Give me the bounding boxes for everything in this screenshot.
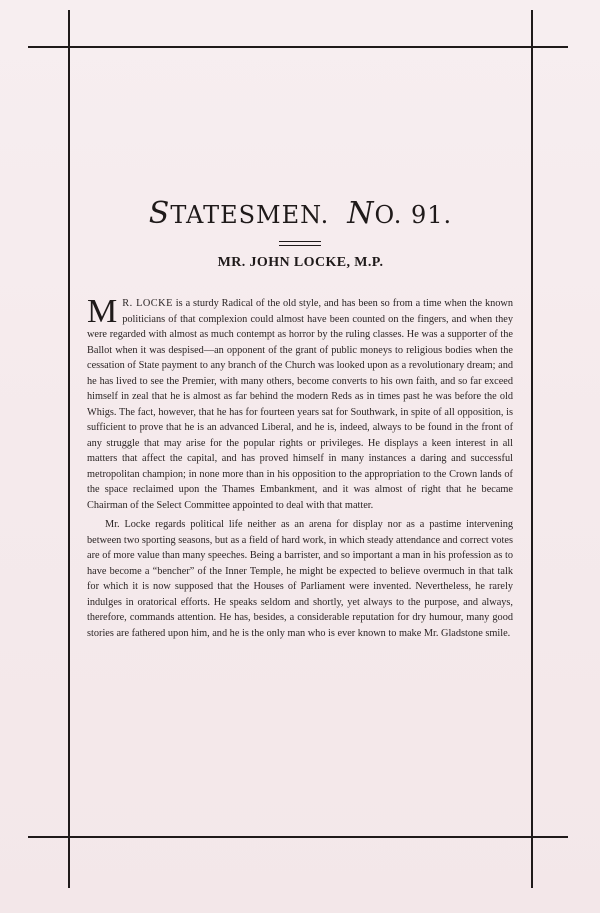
frame-rule-right [531, 10, 533, 888]
heading-initial-n: N [347, 196, 375, 231]
heading-initial-s: S [148, 196, 171, 231]
frame-rule-top [28, 46, 568, 48]
heading-divider [279, 241, 321, 246]
series-heading [70, 196, 531, 231]
drop-cap: M [87, 293, 118, 330]
article-subtitle: MR. JOHN LOCKE, M.P. [217, 255, 384, 270]
article-paragraph-1 [87, 293, 513, 513]
paragraph-1-text: is a sturdy Radical of the old style, and has been so from a time when the known politicians of that complexion could almost have been counted on the fingers, and when they were regarded with almost as much contempt as horror by the ruling classes. He was a supporter of the Ballot when it was despised—an opponent of the grant of public moneys to religious bodies when the cessation of State payment to any branch of the Church was looked upon as a revolutionary dream; and he has lived to see the Premier, with many others, become converts to his own faith, and so far exceed himself in zeal that he is almost as far behind the modern Reds as in times past he was before the old Whigs. The fact, however, that he has for fourteen years sat for Southwark, in spite of all opposition, is sufficient to prove that he is an advanced Liberal, and he is, indeed, always to be found in the front of any struggle that may arise for the popular rights or privileges. He displays a keen interest in all matters that affect the capital, and has proved himself in many instances a daring and successful metropolitan champion; in none more than in his opposition to the appropriation to the Crown lands of the space reclaimed upon the Thames Embankment, and it was almost of right that he became Chairman of the Select Committee appointed to deal with that matter. [87, 298, 513, 511]
frame-rule-left [68, 10, 70, 888]
lead-words: R. LOCKE [122, 298, 173, 309]
article-body [87, 293, 513, 641]
article-paragraph-2: Mr. Locke regards political life neither as an arena for display nor as a pastime intervening between two sporting seasons, but as a field of hard work, in which steady attendance and correct votes are of more value than many speeches. Being a barrister, and so important a man in his profession as to have become a “bencher” of the Inner Temple, he might be expected to believe overmuch in that talk for which it is now supposed that the Houses of Parliament were invented. Nevertheless, he rarely indulges in oratorical efforts. He speaks seldom and shortly, yet always to the purpose, and always, therefore, commands attention. He has, besides, a considerable reputation for dry humour, many good stories are fathered upon him, and he is the only man who is ever known to make Mr. Gladstone smile. [87, 519, 513, 639]
heading-word-statesmen: TATESMEN. [170, 201, 330, 229]
heading-number: O. 91. [374, 201, 453, 229]
frame-rule-bottom [28, 836, 568, 838]
